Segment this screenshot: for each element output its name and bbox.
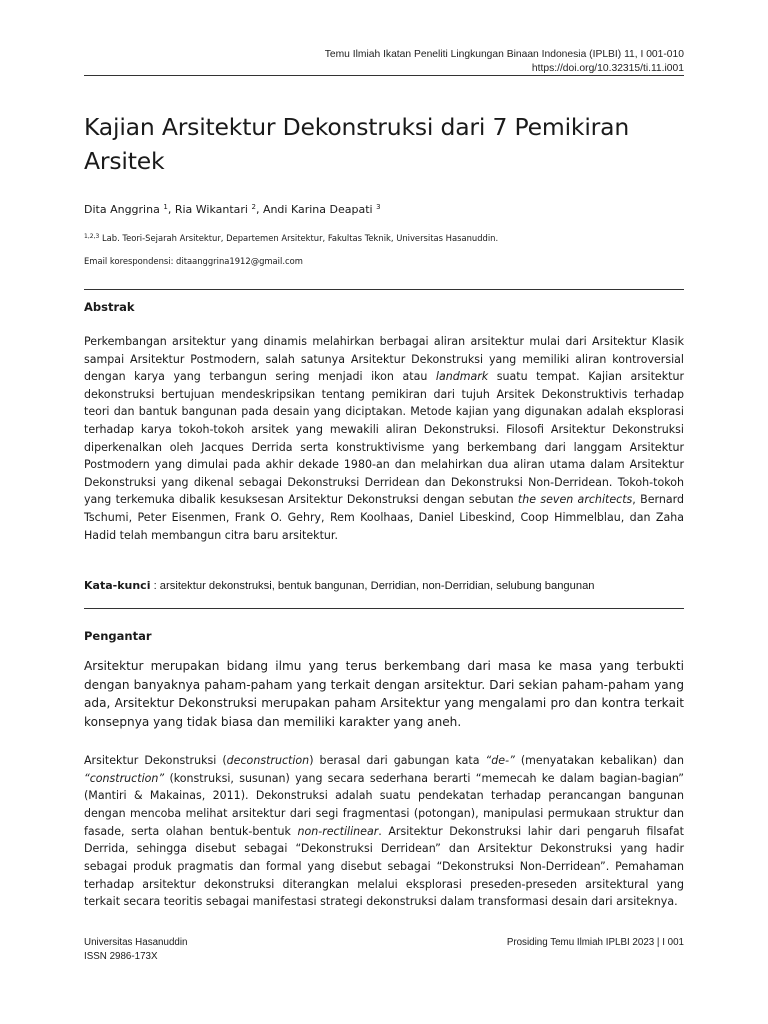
keywords-text: arsitektur dekonstruksi, bentuk bangunan, Derridian, non-Derridian, selubung bangunan <box>159 580 595 592</box>
intro-paragraph-2 <box>84 752 684 911</box>
correspondence-email: Email korespondensi: ditaanggrina1912@gmail.com <box>84 256 303 266</box>
footer-issn: ISSN 2986-173X <box>84 951 158 962</box>
intro-text-run: (konstruksi, susunan) yang secara sederhana berarti “memecah ke dalam bagian-bagian” (Mantiri & Makainas, 2011). Dekonstruksi adalah suatu pendekatan terhadap perancangan bangunan dengan mencoba melihat arsitektur dari segi fragmentasi (potongan), manipulasi permukaan struktur dan fasade, serta olahan bentuk-bentuk <box>84 771 684 838</box>
intro-text-run: ) berasal dari gabungan kata <box>309 754 486 767</box>
intro-italic-term: non-rectilinear <box>297 824 379 838</box>
abstract-text-run: Perkembangan arsitektur yang dinamis melahirkan berbagai aliran arsitektur mulai dari Arsitektur Klasik sampai Arsitektur Postmodern, salah satunya Arsitektur Dekonstruksi yang memiliki aliran kontroversial dengan karya yang terbangun sering menjadi ikon atau <box>84 335 684 384</box>
abstract-heading: Abstrak <box>84 300 135 314</box>
journal-citation: Temu Ilmiah Ikatan Peneliti Lingkungan Binaan Indonesia (IPLBI) 11, I 001-010 <box>324 49 684 60</box>
abstract-italic-term: the seven architects <box>517 493 633 507</box>
intro-italic-term: deconstruction <box>226 754 310 767</box>
footer-proceedings: Prosiding Temu Ilmiah IPLBI 2023 | I 001 <box>506 937 684 948</box>
paper-title: Kajian Arsitektur Dekonstruksi dari 7 Pemikiran Arsitek <box>84 113 630 175</box>
affiliation-text: Lab. Teori-Sejarah Arsitektur, Departemen Arsitektur, Fakultas Teknik, Universitas Hasanuddin. <box>101 233 499 243</box>
affiliation-mark: 1,2,3 <box>84 233 100 240</box>
affiliation <box>84 230 498 245</box>
abstract-italic-term: landmark <box>435 370 489 384</box>
intro-text-run: (menyatakan kebalikan) dan <box>514 754 684 767</box>
abstract-text-run: suatu tempat. Kajian arsitektur dekonstruksi bertujuan mendeskripsikan tentang pemikiran dari tujuh Arsitek Dekonstruktivis terhadap teori dan bantuk bangunan pada desain yang diciptakan. Metode kajian yang digunakan adalah eksplorasi terhadap karya tokoh-tokoh arsitek yang mewakili aliran Dekonstruksi. Filosofi Arsitektur Dekonstruksi diperkenalkan oleh Jacques Derrida serta konstruktivisme yang berkembang dari langgam Arsitektur Postmodern yang dimulai pada akhir dekade 1980-an dan melahirkan dua aliran utama dalam Arsitektur Dekonstruksi yang dikenal sebagai Dekonstruksi Derridean dan Dekonstruksi Non-Derridean. Tokoh-tokoh yang terkemuka dibalik kesuksesan Arsitektur Dekonstruksi dengan sebutan <box>84 370 684 507</box>
author-affil-mark: 2 <box>251 203 256 211</box>
author-affil-mark: 3 <box>376 203 381 211</box>
intro-italic-term: “de-” <box>485 754 515 767</box>
intro-italic-term: “construction” <box>84 771 165 785</box>
intro-paragraph-1: Arsitektur merupakan bidang ilmu yang terus berkembang dari masa ke masa yang terbukti dengan banyaknya paham-paham yang terkait dengan arsitektur. Dari sekian paham-paham yang ada, Arsitektur Dekonstruksi merupakan paham Arsitektur yang mengalami pro dan kontra terkait konsepnya yang tidak biasa dan memiliki karakter yang aneh. <box>84 659 684 729</box>
author-affil-mark: 1 <box>163 203 168 211</box>
header-divider <box>84 75 684 76</box>
footer-left <box>84 936 187 964</box>
keywords-label: Kata-kunci <box>84 579 151 592</box>
author-name: Andi Karina Deapati <box>262 203 373 216</box>
abstract-text-run: , Bernard Tschumi, Peter Eisenmen, Frank O. Gehry, Rem Koolhaas, Daniel Libeskind, Coop Himmelblau, dan Zaha Hadid telah membangun citra baru arsitektur. <box>84 493 684 542</box>
footer-university: Universitas Hasanuddin <box>84 937 188 948</box>
abstract-bottom-divider <box>84 608 684 609</box>
keywords-separator: : <box>150 580 160 592</box>
abstract-body <box>84 333 684 544</box>
abstract-top-divider <box>84 289 684 290</box>
author-name: Ria Wikantari <box>174 203 248 216</box>
intro-heading: Pengantar <box>84 629 152 643</box>
journal-header <box>325 48 684 76</box>
doi-link[interactable]: https://doi.org/10.32315/ti.11.i001 <box>531 63 684 74</box>
keywords <box>84 578 684 594</box>
intro-text-run: . Arsitektur Dekonstruksi lahir dari pengaruh filsafat Derrida, sehingga disebut sebagai “Dekonstruksi Derridean” dan Arsitektur Dekonstruksi yang hadir sebagai produk pragmatis dan formal yang disebut sebagai “Dekonstruksi Non-Derridean”. Pemahaman terhadap arsitektur dekonstruksi diterangkan melalui eksplorasi preseden-preseden arsitektural yang terkait secara teoritis sebagai manifestasi strategi dekonstruksi dalam transformasi desain dari arsiteknya. <box>84 824 685 909</box>
author-name: Dita Anggrina <box>84 203 160 216</box>
author-list: Dita Anggrina $^1$, Ria Wikantari $^2$, Andi Karina Deapati $^3$ <box>84 203 381 216</box>
intro-text-run: Arsitektur Dekonstruksi ( <box>84 754 227 767</box>
